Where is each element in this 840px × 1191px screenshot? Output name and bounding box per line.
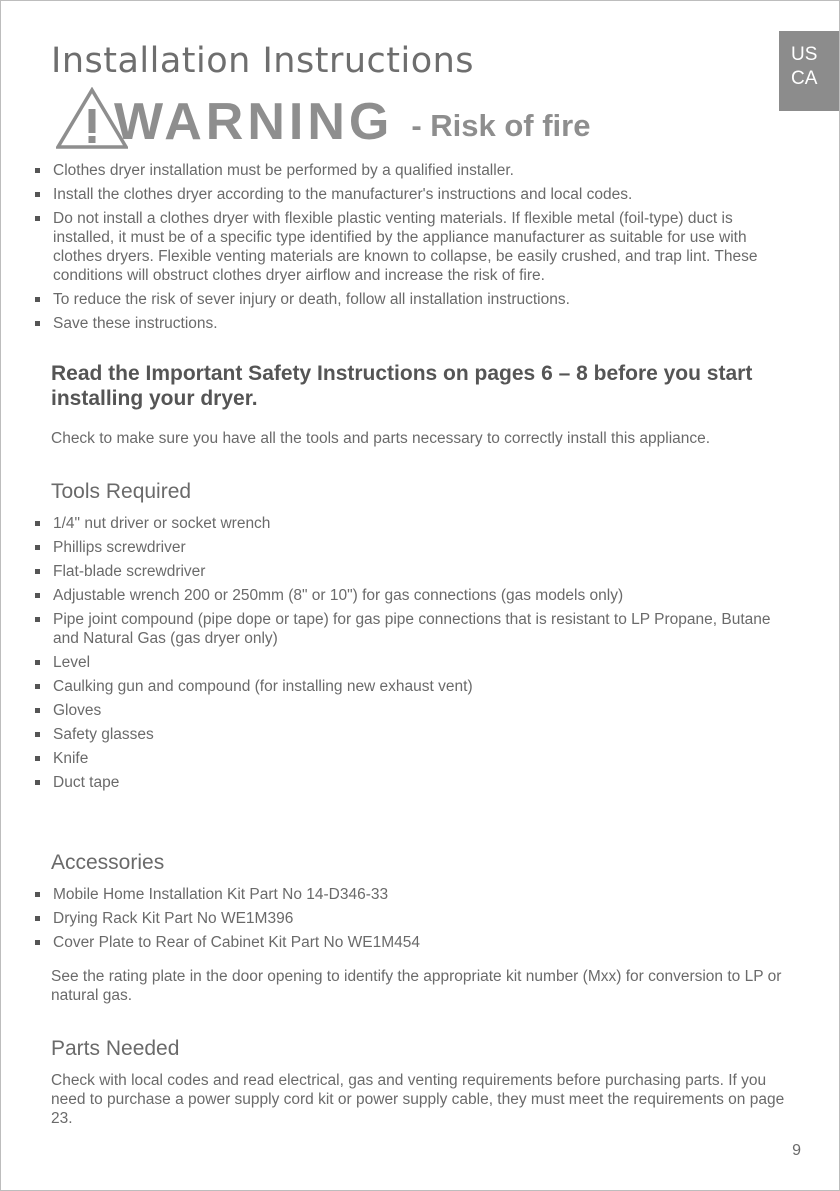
tools-list — [33, 514, 793, 797]
list-item: Drying Rack Kit Part No WE1M396 — [33, 909, 793, 928]
list-item: Install the clothes dryer according to the manufacturer's instructions and local codes. — [33, 185, 773, 204]
warning-list — [33, 161, 773, 338]
safety-instructions-heading: Read the Important Safety Instructions on pages 6 – 8 before you start installing your dryer. — [51, 362, 753, 410]
list-item: Caulking gun and compound (for installing new exhaust vent) — [33, 677, 793, 696]
check-paragraph: Check to make sure you have all the tools and parts necessary to correctly install this appliance. — [51, 430, 711, 447]
list-item: Knife — [33, 749, 793, 768]
page-title: Installation Instructions — [51, 41, 475, 81]
warning-subtitle: - Risk of fire — [411, 108, 591, 143]
list-item: Cover Plate to Rear of Cabinet Kit Part No WE1M454 — [33, 933, 793, 952]
tools-heading: Tools Required — [51, 480, 192, 503]
list-item: Pipe joint compound (pipe dope or tape) for gas pipe connections that is resistant to LP Propane, Butane and Natural Gas (gas dryer only) — [33, 610, 793, 648]
page-number: 9 — [792, 1142, 801, 1159]
list-item: Duct tape — [33, 773, 793, 792]
list-item: Do not install a clothes dryer with flexible plastic venting materials. If flexible metal (foil-type) duct is installed, it must be of a specific type identified by the appliance manufacturer as suitable for use with clothes dryers. Flexible venting materials are known to collapse, be easily crushed, and trap lint. These conditions will obstruct clothes dryer airflow and increase the risk of fire. — [33, 209, 773, 285]
list-item: Safety glasses — [33, 725, 793, 744]
list-item: Mobile Home Installation Kit Part No 14-D346-33 — [33, 885, 793, 904]
list-item: Flat-blade screwdriver — [33, 562, 793, 581]
rating-plate-note: See the rating plate in the door opening to identify the appropriate kit number (Mxx) for conversion to LP or natural gas. — [51, 968, 782, 1004]
list-item: Save these instructions. — [33, 314, 773, 333]
list-item: Level — [33, 653, 793, 672]
list-item: Clothes dryer installation must be performed by a qualified installer. — [33, 161, 773, 180]
accessories-list — [33, 885, 793, 957]
region-tab — [779, 31, 839, 111]
list-item: To reduce the risk of sever injury or death, follow all installation instructions. — [33, 290, 773, 309]
accessories-heading: Accessories — [51, 851, 165, 874]
region-us: US — [791, 44, 818, 65]
region-ca: CA — [791, 68, 818, 89]
list-item: 1/4" nut driver or socket wrench — [33, 514, 793, 533]
list-item: Gloves — [33, 701, 793, 720]
list-item: Phillips screwdriver — [33, 538, 793, 557]
parts-heading: Parts Needed — [51, 1037, 180, 1060]
warning-header — [56, 83, 590, 153]
parts-paragraph: Check with local codes and read electrical, gas and venting requirements before purchasing parts. If you need to purchase a power supply cord kit or power supply cable, they must meet the requirements on page 23. — [51, 1072, 785, 1127]
list-item: Adjustable wrench 200 or 250mm (8" or 10") for gas connections (gas models only) — [33, 586, 793, 605]
warning-word: WARNING — [114, 93, 394, 151]
